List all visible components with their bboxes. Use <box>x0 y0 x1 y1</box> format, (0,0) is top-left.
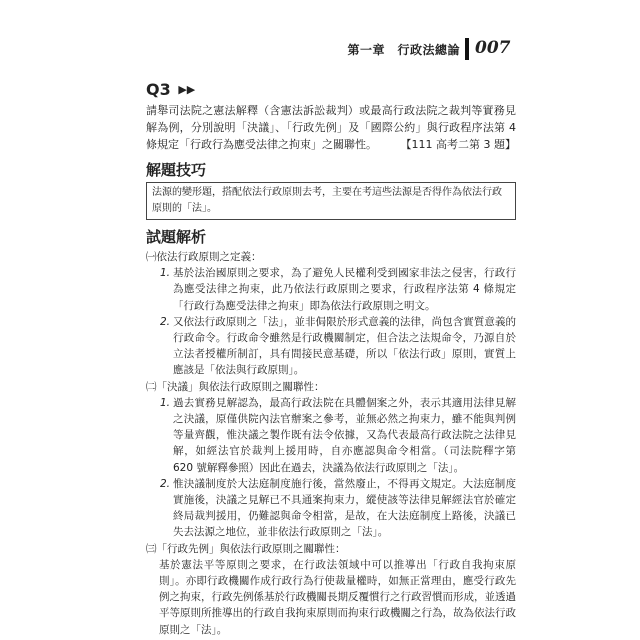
item-number: 2. <box>160 315 171 328</box>
question-text <box>146 102 516 153</box>
analysis-title: 試題解析 <box>146 228 207 246</box>
item-text: 基於法治國原則之要求，為了避免人民權利受到國家非法之侵害，行政行為應受法律之拘束，此乃依法行政原則之要求，行政程序法第 4 條規定「行政行為應受法律之拘束」即為依法行政原則之明文。 <box>173 267 516 312</box>
question-body: 請舉司法院之憲法解釋（含憲法訴訟裁判）或最高行政法院之裁判等實務見解為例，分別說明「決議」、「行政先例」及「國際公約」與行政程序法第 4 條規定「行政行為應受法律之拘束」之關聯性。 <box>146 104 516 151</box>
list-item <box>146 395 516 476</box>
question-source: 【111 高考二第 3 題】 <box>400 138 516 151</box>
page-header <box>0 38 640 60</box>
main-content <box>146 80 516 638</box>
question-label: Q3 <box>146 80 171 99</box>
header-divider <box>465 38 469 60</box>
double-arrow-icon: ▶▶ <box>178 83 196 96</box>
item-text: 又依法行政原則之「法」，並非侷限於形式意義的法律，尚包含實質意義的行政命令。行政命令雖然是行政機關制定，但合法之法規命令，乃源自於立法者授權所制訂，具有間接民意基礎，所以「依法行政」原則，實質上應該是「依法與行政原則」。 <box>173 315 516 377</box>
list-item <box>146 265 516 314</box>
section-heading: ㈢「行政先例」與依法行政原則之關聯性： <box>146 542 346 555</box>
item-text: 惟決議制度於大法庭制度施行後，當然廢止，不得再文規定。大法庭制度實施後，決議之見解已不具通案拘束力，縱使該等法律見解經法官於確定終局裁判援用，仍難認與命令相當，是故，在大法庭制度上路後，決議已失去法源之地位，並非依法行政原則之「法」。 <box>173 477 516 539</box>
item-number: 1. <box>160 267 171 280</box>
tips-text: 法源的變形題，搭配依法行政原則去考，主要在考這些法源是否得作為依法行政原則的「法」。 <box>152 187 502 214</box>
paragraph: 基於憲法平等原則之要求，在行政法領域中可以推導出「行政自我拘束原則」。亦即行政機關作成行政行為行使裁量權時，如無正當理由，應受行政先例之拘束，行政先例係基於行政機關長期反覆慣行之行政習慣而形成，並透過平等原則所推導出的行政自我拘束原則而拘束行政機關之行為，故為依法行政原則之「法」。 <box>159 558 516 636</box>
item-number: 1. <box>160 396 171 409</box>
page-number: 007 <box>475 38 511 58</box>
section-heading: ㈡「決議」與依法行政原則之關聯性： <box>146 380 325 393</box>
section-heading: ㈠依法行政原則之定義： <box>146 251 262 263</box>
chapter-title: 第一章 行政法總論 <box>347 43 460 57</box>
list-item <box>146 314 516 379</box>
item-text: 過去實務見解認為，最高行政法院在具體個案之外，表示其適用法律見解之決議，原僅供院內法官辦案之參考，並無必然之拘束力，雖不能與判例等量齊觀，惟決議之製作既有法令依據，又為代表最高行政法院之法律見解，如經法官於裁判上援用時，自亦應認與命令相當。（司法院釋字第 620 號解釋參照）因此在過去，決議為依法行政原則之「法」。 <box>173 396 516 474</box>
tips-title: 解題技巧 <box>146 161 207 179</box>
tips-box <box>146 182 516 220</box>
item-number: 2. <box>160 477 171 490</box>
analysis-body <box>146 249 516 638</box>
list-item <box>146 476 516 541</box>
question-heading <box>146 80 516 100</box>
